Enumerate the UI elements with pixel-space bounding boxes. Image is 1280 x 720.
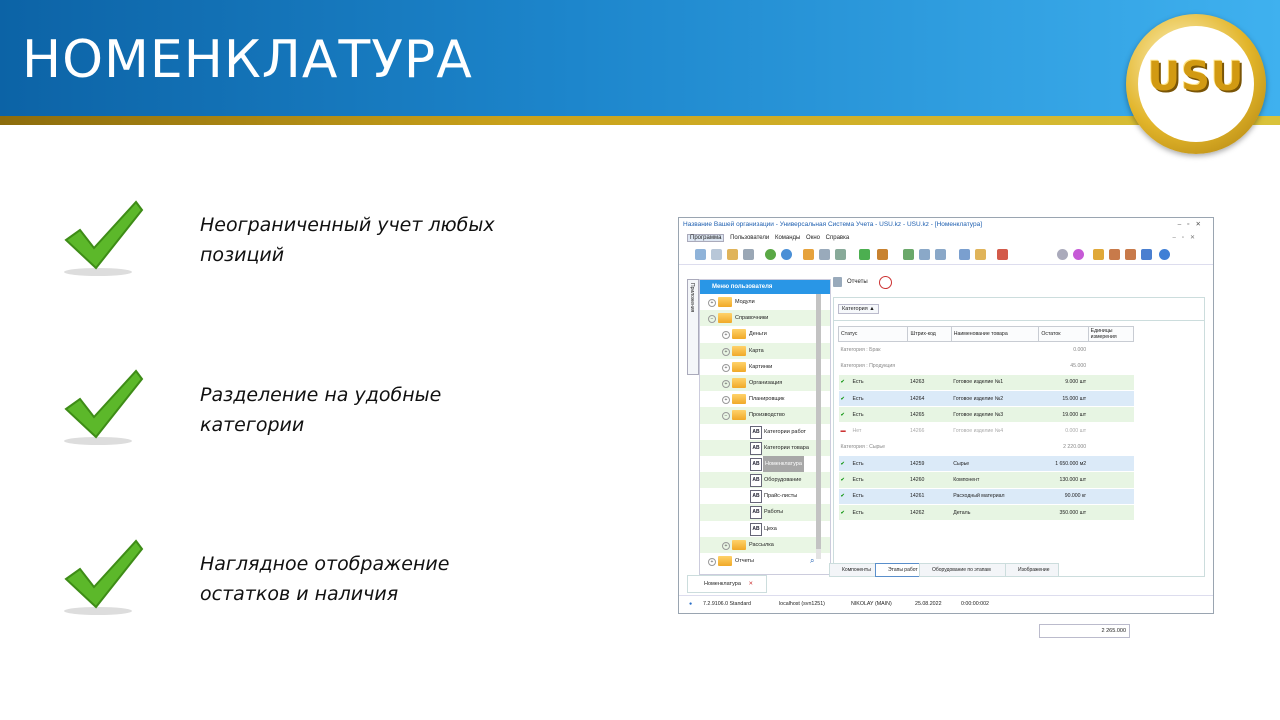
col-stock[interactable]: Остаток [1039,327,1088,342]
folder-icon [718,556,732,566]
tree-item-price-lists[interactable] [700,488,830,504]
tree-item-label: Карта [749,347,764,354]
status-text: Есть [852,493,864,500]
folder-icon [718,313,732,323]
grand-total: 2 265.000 [1039,624,1130,638]
tree-item-label: Организация [749,379,783,386]
check-icon [58,198,148,278]
tree-expand-icon[interactable] [935,249,946,260]
print-icon[interactable] [833,277,842,287]
table-row[interactable] [839,374,1134,390]
tree-header [700,280,830,294]
folder-icon [732,378,746,388]
status-text: Есть [852,509,864,516]
tree-item-label: Отчеты [735,558,755,564]
tree-item-label: Категории товара [764,444,809,451]
check-icon: ✔ [840,493,845,500]
tree-item-label: Оборудование [764,477,802,484]
group-total: 2 220.000 [1039,439,1088,455]
tree-item-label: Номенклатура [763,456,804,472]
table-row[interactable] [839,488,1134,504]
settings-icon[interactable] [1057,249,1068,260]
group-label: Категория : Продукция [839,358,1039,374]
table-row[interactable] [839,456,1134,472]
status-cell [839,488,908,504]
tree-item-product-categories[interactable] [700,440,830,456]
status-cell [839,374,908,390]
group-label: Категория : Сырье [839,439,1039,455]
stock-cell: 19.000 шт [1039,407,1088,423]
user-icon[interactable] [1109,249,1120,260]
name-cell: Готовое изделие №4 [951,423,1039,439]
reference-icon: AB [750,490,762,503]
edit-icon[interactable] [727,249,738,260]
tab-work-stages[interactable]: Этапы работ [875,563,927,577]
menu-bar [679,232,1213,244]
close-icon[interactable]: ✕ [748,581,754,587]
menu-item-commands[interactable]: Команды [774,235,801,241]
tree-item-money[interactable]: + Деньги [700,326,830,342]
col-name[interactable]: Наименование товара [951,327,1039,342]
status-cell [839,390,908,406]
barcode-cell: 14265 [908,407,951,423]
name-cell: Готовое изделие №3 [951,407,1039,423]
check-icon: ✔ [840,411,845,418]
user-menu-tree [699,279,831,575]
reference-icon: AB [750,506,762,519]
folder-icon [732,346,746,356]
filter-icon[interactable] [803,249,814,260]
window-title-bar [679,218,1213,232]
group-total: 45.000 [1039,358,1088,374]
name-cell: Сырье [951,456,1039,472]
stock-cell: 0.000 шт [1039,423,1088,439]
menu-item-window[interactable]: Окно [806,235,820,241]
group-row[interactable] [839,439,1134,455]
window-title: Название Вашей организации - Универсальная Система Учета - USU.kz - USU.kz - [Номенклатура] [683,221,982,228]
logo-text: USU [1147,54,1245,100]
folder-icon [732,329,746,339]
tab-components[interactable]: Компоненты [829,563,883,577]
status-version: 7.2.9106.0 Standard [703,601,752,607]
tree-item-label: Справочники [735,315,769,322]
users-icon[interactable] [1125,249,1136,260]
folder-icon [718,297,732,307]
status-bar [679,595,1213,612]
sidebar-tab-label: Приложения [689,283,695,313]
status-date: 25.08.2022 [915,601,942,607]
status-cell [839,423,908,439]
tree-item-label: Модули [735,299,755,305]
refresh-icon[interactable] [765,249,776,260]
info-icon[interactable] [1159,249,1170,260]
tab-image[interactable]: Изображение [1005,563,1059,577]
tree-item-references[interactable]: − Справочники [700,310,830,326]
barcode-cell: 14266 [908,423,951,439]
stock-cell: 350.000 шт [1039,504,1088,520]
tree-item-label: Рассылка [749,541,774,548]
reference-icon: AB [750,523,762,536]
barcode-cell: 14263 [908,374,951,390]
stock-cell: 9.000 шт [1039,374,1088,390]
group-label: Категория : Брак [839,342,1039,358]
tab-equipment-by-stage[interactable]: Оборудование по этапам [919,563,1013,577]
window-controls[interactable]: –▫✕ [1177,221,1207,228]
status-time: 0:00:00:002 [961,601,989,607]
info-icon: ● [689,601,693,607]
stock-cell: 130.000 шт [1039,472,1088,488]
menu-item-program[interactable]: Программа [687,234,724,242]
usu-logo [1126,14,1266,154]
tree-item-works[interactable] [700,504,830,520]
search-icon[interactable] [781,249,792,260]
header-gold-stripe [0,116,1280,125]
name-cell: Готовое изделие №1 [951,374,1039,390]
delete-icon[interactable] [743,249,754,260]
tree-item-pictures[interactable]: + Картинки [700,359,830,375]
tree-item-label: Деньги [749,331,767,338]
check-icon: ✔ [840,460,845,467]
copy-icon[interactable] [711,249,722,260]
sidebar-tab[interactable] [687,279,699,375]
grid-toolbar [833,275,1207,289]
reference-icon: AB [750,426,762,439]
status-cell [839,472,908,488]
tree-item-production[interactable]: − Производство [700,407,830,423]
group-chip[interactable]: Категория ▲ [838,304,879,314]
tree-item-label: Картинки [749,363,773,370]
tree-item-scheduler[interactable]: + Планировщик [700,391,830,407]
palette-icon[interactable] [1073,249,1084,260]
plugin-icon[interactable] [1141,249,1152,260]
name-cell: Деталь [951,504,1039,520]
table-row[interactable] [839,407,1134,423]
group-row[interactable] [839,342,1134,358]
name-cell: Компонент [951,472,1039,488]
tree-item-nomenclature[interactable] [700,456,830,472]
tree-icon[interactable] [919,249,930,260]
table-row[interactable] [839,423,1134,439]
search-icon[interactable]: ⌕ [810,556,815,565]
filter-clear-icon[interactable] [835,249,846,260]
status-text: Есть [852,411,864,418]
barcode-cell: 14264 [908,390,951,406]
feature-text-1: Неограниченный учет любых позиций [200,214,495,266]
status-text: Есть [852,460,864,467]
stock-cell: 90.000 кг [1039,488,1088,504]
status-cell [839,456,908,472]
tree-item-modules[interactable]: + Модули [700,294,830,310]
status-text: Есть [852,395,864,402]
barcode-cell: 14261 [908,488,951,504]
group-row[interactable] [839,358,1134,374]
reference-icon: AB [750,442,762,455]
group-total: 0.000 [1039,342,1088,358]
table-row[interactable] [839,390,1134,406]
group-panel [834,298,1204,321]
menu-item-users[interactable]: Пользователи [730,235,770,241]
table-row[interactable] [839,472,1134,488]
insert-row-icon[interactable] [959,249,970,260]
data-table [838,326,1134,521]
close-grid-icon[interactable] [997,249,1008,260]
tree-item-work-categories[interactable] [700,424,830,440]
toolbar [679,244,1213,265]
tree-item-reports[interactable]: + Отчеты [700,553,830,569]
col-status[interactable]: Статус [839,327,908,342]
feature-text-2: Разделение на удобные категории [200,384,442,436]
status-text: Нет [852,428,862,435]
status-text: Есть [852,477,864,484]
tree-item-workshops[interactable] [700,521,830,537]
status-text: Есть [852,379,864,386]
tree-item-label: Цеха [764,525,777,532]
feature-text-3: Наглядное отображение остатков и наличия [200,553,450,605]
name-cell: Готовое изделие №2 [951,390,1039,406]
check-icon [58,367,148,447]
missing-icon: ▬ [840,428,846,435]
barcode-cell: 14259 [908,456,951,472]
document-tab[interactable] [687,575,767,593]
tree-item-label: Работы [764,509,784,516]
check-icon [58,537,148,617]
name-cell: Расходный материал [951,488,1039,504]
check-icon: ✔ [840,509,845,516]
new-icon[interactable] [695,249,706,260]
barcode-cell: 14262 [908,504,951,520]
group-chip-label: Категория [842,306,868,312]
folder-icon [732,410,746,420]
barcode-cell: 14260 [908,472,951,488]
folder-icon[interactable] [975,249,986,260]
status-cell [839,407,908,423]
stock-cell: 15.000 шт [1039,390,1088,406]
stock-cell: 1 650.000 м2 [1039,456,1088,472]
col-unit[interactable]: Единицы измерения [1088,327,1133,342]
folder-icon [732,362,746,372]
folder-icon [732,540,746,550]
check-icon: ✔ [840,477,845,484]
slide-title: НОМЕНКЛАТУРА [22,30,473,90]
lock-icon[interactable] [1093,249,1104,260]
flag-icon[interactable] [859,249,870,260]
check-icon: ✔ [840,379,845,386]
export-icon[interactable] [903,249,914,260]
status-cell [839,504,908,520]
col-barcode[interactable]: Штрих-код [908,327,951,342]
app-window [678,217,1214,634]
tree-item-organization[interactable]: + Организация [700,375,830,391]
tree-item-label: Прайс-листы [764,493,798,500]
check-icon: ✔ [840,395,845,402]
status-server: localhost (svn1251) [779,601,825,607]
tree-scrollbar[interactable] [816,294,821,559]
clock-icon[interactable] [879,276,892,289]
tree-item-equipment[interactable] [700,472,830,488]
table-row[interactable] [839,504,1134,520]
reference-icon: AB [750,474,762,487]
folder-icon [732,394,746,404]
tree-item-label: Категории работ [764,428,807,435]
tree-item-label: Планировщик [749,396,785,403]
tree-item-mailing[interactable]: + Рассылка [700,537,830,553]
status-user: NIKOLAY (MAIN) [851,601,892,607]
document-tab-label: Номенклатура [704,581,741,587]
tree-header-label: Меню пользователя [712,284,773,290]
menu-item-help[interactable]: Справка [825,235,850,241]
tree-item-map[interactable]: + Карта [700,343,830,359]
image-icon[interactable] [877,249,888,260]
reference-icon: AB [750,458,762,471]
mdi-controls[interactable]: –▫✕ [1172,235,1201,241]
reports-button[interactable]: Отчеты [847,279,868,285]
filter-edit-icon[interactable] [819,249,830,260]
tree-item-label: Производство [749,412,785,419]
